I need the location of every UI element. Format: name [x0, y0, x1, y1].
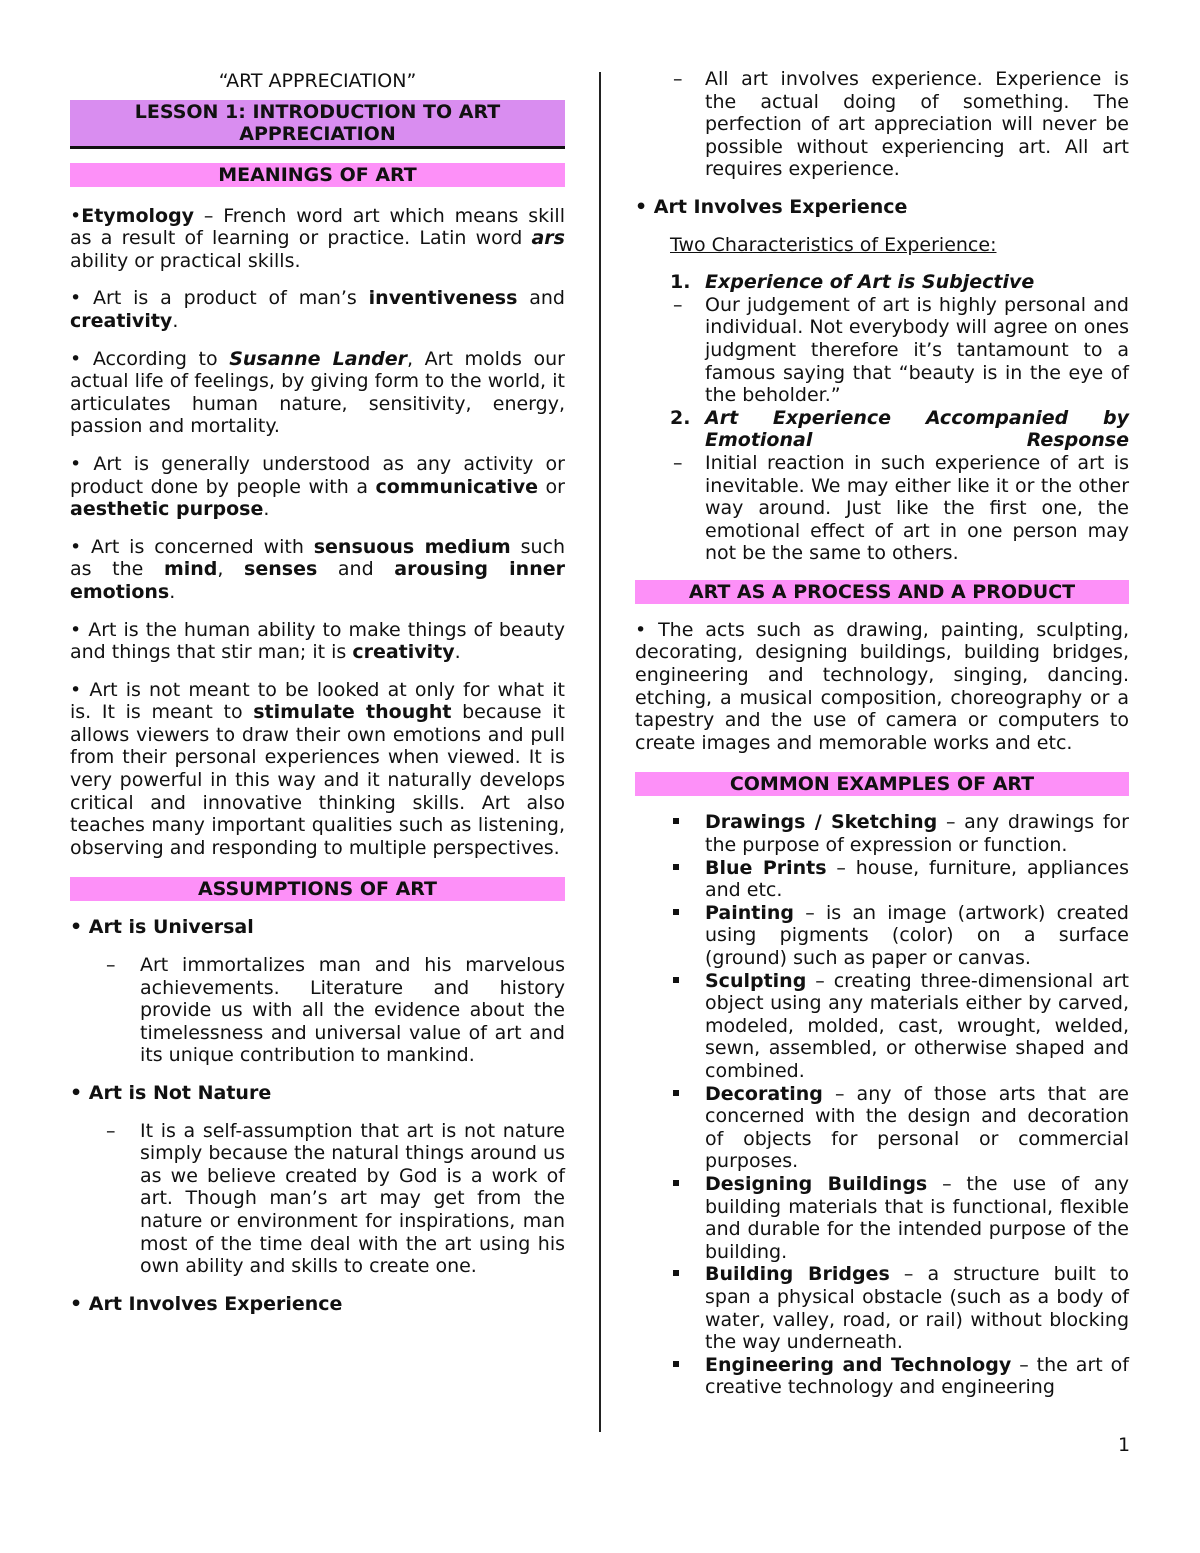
bullet-square-icon: [673, 1090, 679, 1096]
assumption-experience-text: – All art involves experience. Experience is the actual doing of something. The perfection of art appreciation will never be possible without experiencing art. All art requires experience.: [673, 68, 1129, 181]
assumption-nature-text: – It is a self-assumption that art is not nature simply because the natural things around us as we believe created by God is a work of art. Though man’s art may get from the nature or environment for inspirations, man most of the time deal with the art using his own ability and skills to create one.: [106, 1119, 565, 1278]
characteristic-2-title: 2. Art Experience Accompanied by Emotional Response: [670, 406, 1129, 452]
bullet-square-icon: [673, 1361, 679, 1367]
bullet-square-icon: [673, 1180, 679, 1186]
example-item: Painting – is an image (artwork) created using pigments (color) on a surface (ground) such as paper or canvas.: [635, 902, 1129, 970]
assumption-nature-title: • Art is Not Nature: [70, 1082, 272, 1104]
characteristic-1-title: 1. Experience of Art is Subjective: [670, 271, 1035, 294]
assumption-experience-title: • Art Involves Experience: [70, 1292, 343, 1315]
example-item: Sculpting – creating three-dimensional art object using any materials either by carved, modeled, molded, cast, wrought, welded, sewn, assembled, or otherwise shaped and combined.: [635, 970, 1129, 1083]
assumption-universal-title: • Art is Universal: [70, 916, 254, 939]
example-item: Engineering and Technology – the art of creative technology and engineering: [635, 1354, 1129, 1399]
section-heading-process: ART AS A PROCESS AND A PRODUCT: [635, 580, 1129, 604]
paragraph-communicative: • Art is generally understood as any activity or product done by people with a communicative or aesthetic purpose.: [70, 452, 565, 521]
paragraph-process: • The acts such as drawing, painting, sculpting, decorating, designing buildings, building bridges, engineering and technology, singing, dancing. etching, a musical composition, choreography or a tapestry and the use of camera or computers to create images and memorable works and etc.: [635, 618, 1129, 754]
characteristic-1-text: – Our judgement of art is highly personal and individual. Not everybody will agree on ones judgment therefore it’s tantamount to a famous saying that “beauty is in the eye of the beholder.”: [673, 293, 1129, 407]
bullet-square-icon: [673, 909, 679, 915]
bullet-square-icon: [673, 818, 679, 824]
section-heading-assumptions: ASSUMPTIONS OF ART: [70, 877, 565, 901]
example-item: Decorating – any of those arts that are concerned with the design and decoration of objects for personal or commercial purposes.: [635, 1083, 1129, 1173]
example-item: Drawings / Sketching – any drawings for the purpose of expression or function.: [635, 811, 1129, 856]
bullet-square-icon: [673, 1270, 679, 1276]
bullet-square-icon: [673, 977, 679, 983]
lesson-heading: LESSON 1: INTRODUCTION TO ART APPRECIATION: [70, 100, 565, 149]
page-number: 1: [1118, 1434, 1131, 1456]
example-item: Blue Prints – house, furniture, appliances and etc.: [635, 857, 1129, 902]
column-divider: [599, 72, 601, 1432]
assumption-universal-text: – Art immortalizes man and his marvelous achievements. Literature and history provide us with all the evidence about the timelessness and universal value of art and its unique contribution to mankind.: [106, 954, 565, 1067]
experience-subheading: Two Characteristics of Experience:: [670, 233, 997, 256]
example-item: Designing Buildings – the use of any building materials that is functional, flexible and durable for the intended purpose of the building.: [635, 1173, 1129, 1263]
experience-title: • Art Involves Experience: [635, 195, 908, 218]
paragraph-creativity: • Art is the human ability to make things of beauty and things that stir man; it is creativity.: [70, 618, 565, 664]
right-column: [635, 68, 1129, 1399]
paragraph-sensuous-medium: • Art is concerned with sensuous medium such as the mind, senses and arousing inner emotions.: [70, 535, 566, 603]
section-heading-meanings: MEANINGS OF ART: [70, 163, 565, 187]
paragraph-susanne-lander: • According to Susanne Lander, Art molds our actual life of feelings, by giving form to the world, it articulates human nature, sensitivity, energy, passion and mortality.: [70, 347, 565, 438]
example-item: Building Bridges – a structure built to span a physical obstacle (such as a body of water, valley, road, or rail) without blocking the way underneath.: [635, 1263, 1129, 1353]
paragraph-stimulate-thought: • Art is not meant to be looked at only for what it is. It is meant to stimulate thought because it allows viewers to draw their own emotions and pull from their personal experiences when viewed. It is very powerful in this way and it naturally develops critical and innovative thinking skills. Art also teaches many important qualities such as listening, observing and responding to multiple perspectives.: [70, 678, 565, 859]
document-title: “ART APPRECIATION”: [218, 70, 417, 92]
paragraph-etymology: •Etymology – French word art which means skill as a result of learning or practice. Latin word ars ability or practical skills.: [70, 204, 565, 272]
section-heading-examples: COMMON EXAMPLES OF ART: [635, 772, 1129, 796]
left-column: [70, 68, 565, 1315]
characteristic-2-text: – Initial reaction in such experience of art is inevitable. We may either like it or the other way around. Just like the first one, the emotional effect of art in one person may not be the same to others.: [673, 451, 1129, 565]
bullet-square-icon: [673, 864, 679, 870]
paragraph-inventiveness: • Art is a product of man’s inventiveness and creativity.: [70, 287, 565, 332]
